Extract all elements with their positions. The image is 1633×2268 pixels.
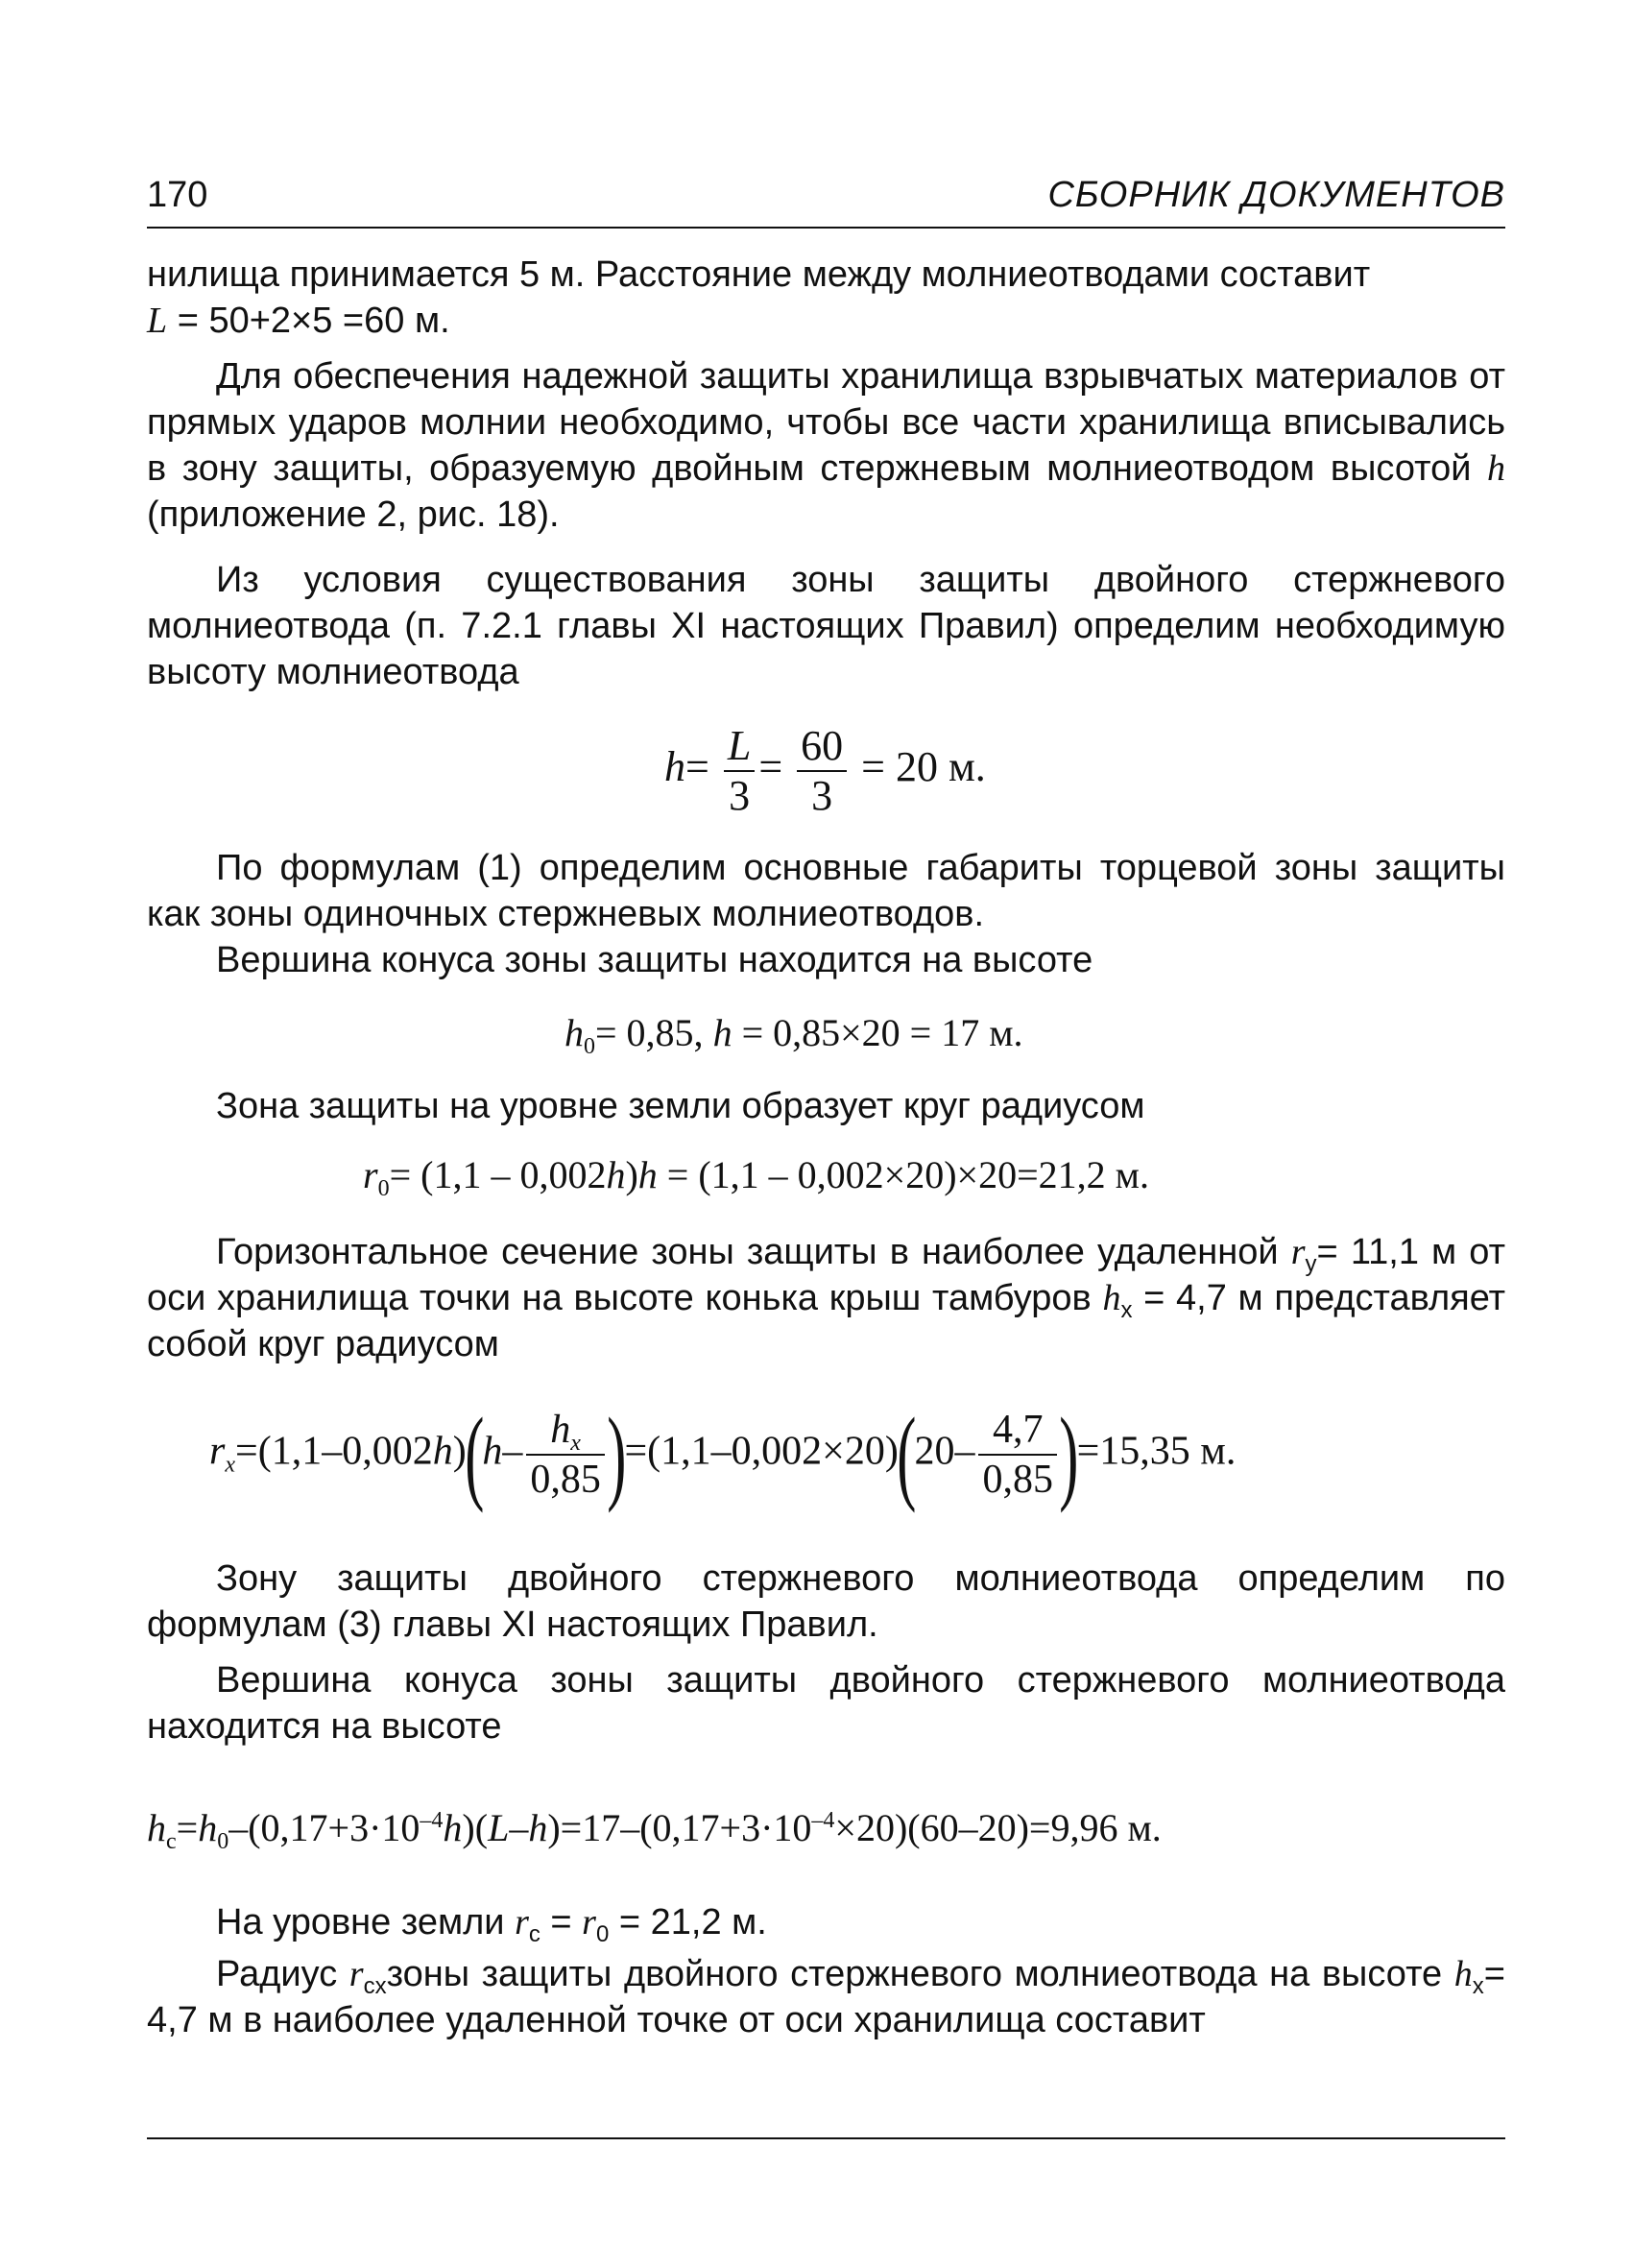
fraction-l-3: $\frac{L}{3}$ <box>724 722 755 820</box>
fraction-hx-085: $\frac{h_x}{0,85}$ <box>526 1406 605 1504</box>
equation-r0: $r_0= (1,1 - 0,002h)h = (1,1 - 0,002\times 20)\times 20=21,2$ м. <box>363 1153 1149 1201</box>
paragraph-6: Зона защиты на уровне земли образует круг радиусом <box>216 1086 1145 1126</box>
fraction-47-085: $\frac{4,7}{0,85}$ <box>978 1406 1057 1504</box>
paragraph-2: Для обеспечения надежной защиты хранилища взрывчатых материалов от прямых ударов молнии необходимо, чтобы все части хранилища вписывались в зону защиты, образуемую двойным стержневым молниеотводом высотой h (приложение 2, рис. 18). <box>147 356 1505 535</box>
paragraph-4: По формулам (1) определим основные габариты торцевой зоны защиты как зоны одиночных стержневых молниеотводов. <box>147 848 1505 934</box>
paragraph-7: Горизонтальное сечение зоны защиты в наиболее удаленной $r_y= 11,1$ м от оси хранилища точки на высоте конька крыш тамбуров $h_x = 4,7$ м представляет собой круг радиусом <box>147 1232 1505 1364</box>
running-title: СБОРНИК ДОКУМЕНТОВ <box>1047 175 1505 215</box>
fraction-60-3: $\frac{60}{3}$ <box>797 722 847 820</box>
paragraph-1: нилища принимается 5 м. Расстояние между молниеотводами составит L = 50+2×5 =60 м. <box>147 254 1371 341</box>
header-rule <box>147 227 1505 229</box>
paragraph-11: Радиус $r_{сx}зоны$ защиты двойного стержневого молниеотвода на высоте $h_x= 4,7$ м в наиболее удаленной точке от оси хранилища составит <box>147 1954 1505 2040</box>
running-header <box>147 175 1505 232</box>
paragraph-9: Вершина конуса зоны защиты двойного стержневого молниеотвода находится на высоте <box>147 1660 1505 1747</box>
paragraph-3: Из условия существования зоны защиты двойного стержневого молниеотвода (п. 7.2.1 главы XI настоящих Правил) определим необходимую высоту молниеотвода <box>147 560 1505 692</box>
page-number: 170 <box>147 175 208 215</box>
paragraph-5: Вершина конуса зоны защиты находится на высоте <box>216 940 1093 980</box>
equation-h: h= $\frac{L}{3}$ = $\frac{60}{3}$ = 20 м. <box>664 722 986 819</box>
equation-rx: $r_x=(1,1-0,002h)(h-$ $\frac{h_x}{0,85}$ )=(1,1–0,002×20)(20– $\frac{4,7}{0,85}$ )=15,35 м. <box>209 1396 1237 1513</box>
paragraph-10: На уровне земли $r_с = r_0 = 21,2$ м. <box>216 1902 767 1947</box>
paragraph-8: Зону защиты двойного стержневого молниеотвода определим по формулам (3) главы XI настоящих Правил. <box>147 1558 1505 1645</box>
footer-rule <box>147 2137 1505 2139</box>
equation-hc: $h_c=h_0-(0,17+3\cdot 10^{-4}h)(L-h)=17-(0,17+3\cdot 10^{-4}\times 20)(60-20)=9,96$ м. <box>147 1806 1162 1854</box>
equation-h0: $h_0= 0,85$, h = 0,85×20 = 17 м. <box>564 1011 1023 1059</box>
